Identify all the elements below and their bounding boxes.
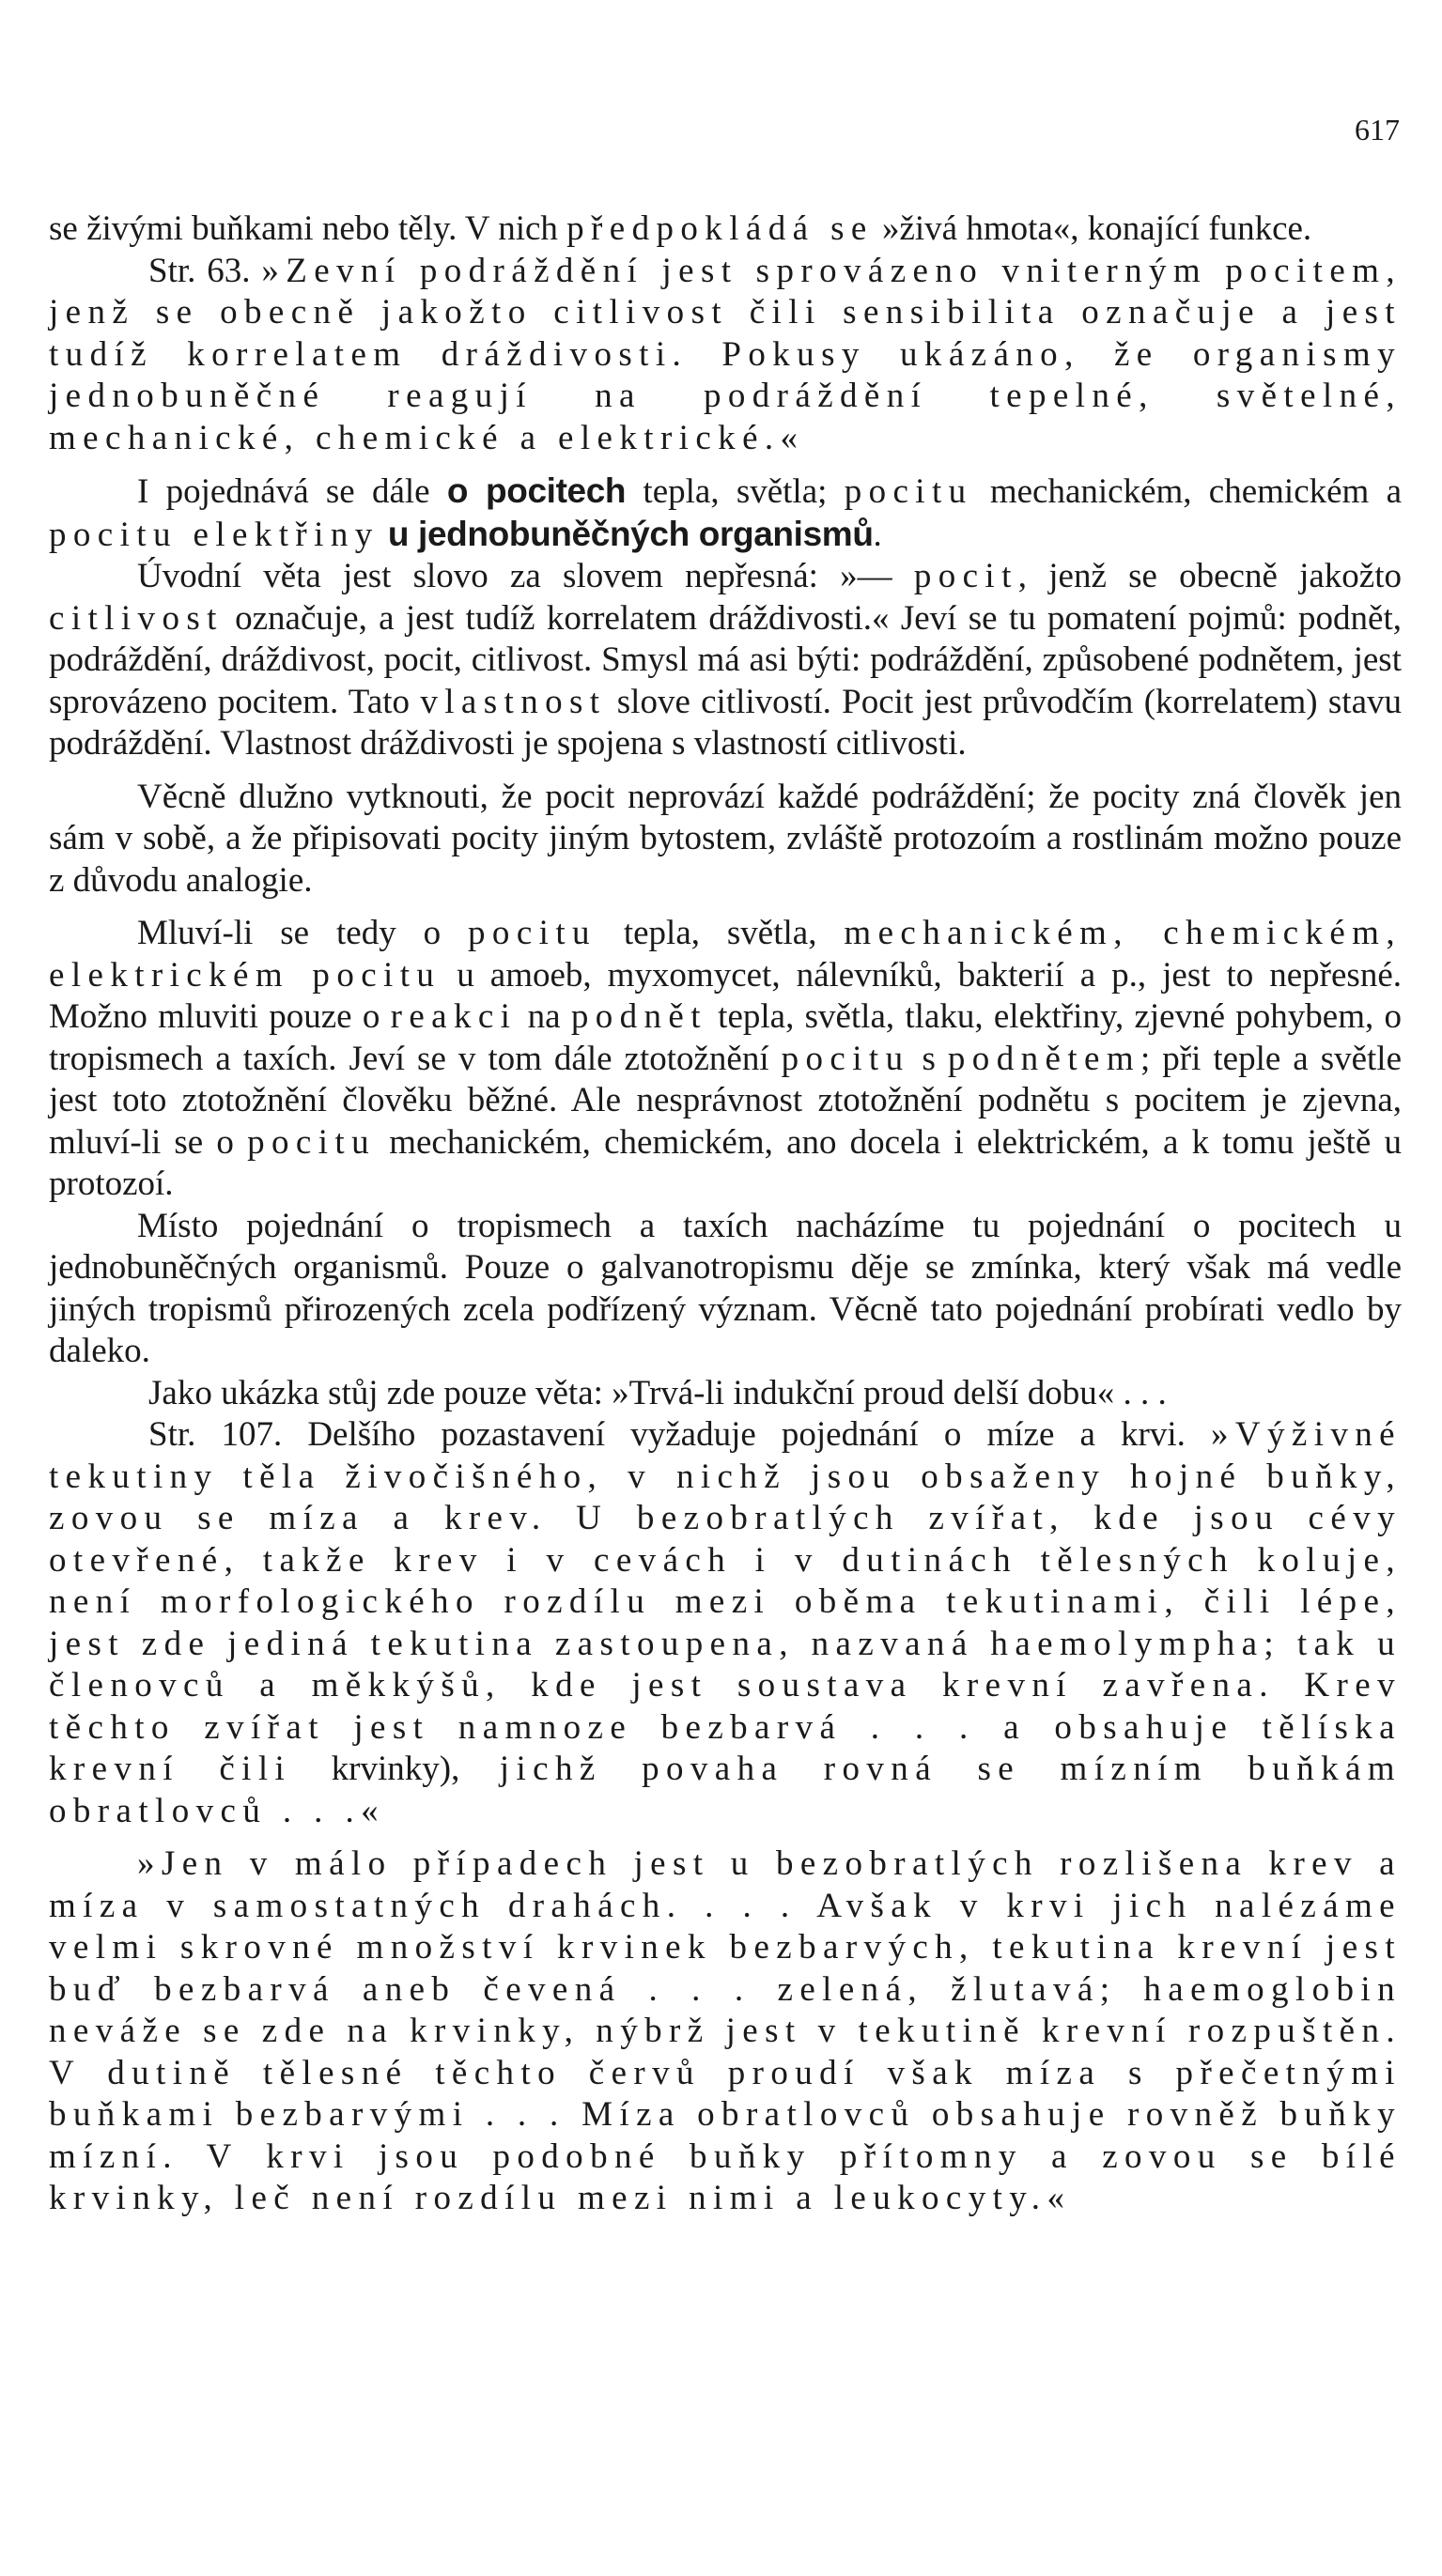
paragraph-9: Str. 107. Delšího pozastavení vyžaduje pojednání o míze a krvi. »Výživné tekutiny těla živočišného, v nichž jsou obsaženy hojné buňky, zovou se míza a krev. U bezobratlých zvířat, kde jsou cévy otevřené, takže krev i v cevách i v dutinách tělesných koluje, není morfologického rozdílu mezi oběma tekutinami, čili lépe, jest zde jediná tekutina zastoupena, nazvaná haemolympha; tak u členovců a měkkýšů, kde jest soustava krevní zavřena. Krev těchto zvířat jest namnoze bezbarvá . . . a obsahuje tělíska krevní čili krvinky), jichž povaha rovná se mízním buňkám obratlovců . . .« [49, 1415, 1402, 1830]
paragraph-2: Str. 63. »Zevní podráždění jest sprovázeno vniterným pocitem, jenž se obecně jakožto citlivost čili sensibilita označuje a jest tudíž korrelatem dráždivosti. Pokusy ukázáno, že organismy jednobuněčné reagují na podráždění tepelné, světelné, mechanické, chemické a elektrické.« [49, 251, 1403, 457]
paragraph-7: Místo pojednání o tropismech a taxích nacházíme tu pojednání o pocitech u jednobuněčných organismů. Pouze o galvanotropismu děje se zmínka, který však má vedle jiných tropismů přirozených zcela podřízený význam. Věcně tato pojednání probírati vedlo by daleko. [49, 1206, 1402, 1370]
page-number: 617 [1355, 113, 1400, 147]
paragraph-4: Úvodní věta jest slovo za slovem nepřesná: »— pocit, jenž se obecně jakožto citlivost označuje, a jest tudíž korrelatem dráždivosti.« Jeví se tu pomatení pojmů: podnět, podráždění, dráždivost, pocit, citlivost. Smysl má asi býti: podráždění, způsobené podnětem, jest sprovázeno pocitem. Tato vlastnost slove citlivostí. Pocit jest průvodčím (korrelatem) stavu podráždění. Vlastnost dráždivosti je spojena s vlastností citlivosti. [49, 557, 1402, 763]
paragraph-8: Jako ukázka stůj zde pouze věta: »Trvá-li indukční proud delší dobu« . . . [148, 1373, 1167, 1412]
paragraph-1: se živými buňkami nebo těly. V nich předpokládá se »živá hmota«, konající funkce. [49, 209, 1312, 248]
paragraph-6: Mluví-li se tedy o pocitu tepla, světla, mechanickém, chemickém, elektrickém pocitu u amoeb, myxomycet, nálevníků, bakterií a p., jest to nepřesné. Možno mluviti pouze o reakci na podnět tepla, světla, tlaku, elektřiny, zjevné pohybem, o tropismech a taxích. Jeví se v tom dále ztotožnění pocitu s podnětem; při teple a světle jest toto ztotožnění člověku běžné. Ale nesprávnost ztotožnění podnětu s pocitem je zjevna, mluví-li se o pocitu mechanickém, chemickém, ano docela i elektrickém, a k tomu ještě u protozoí. [49, 914, 1403, 1203]
body-text [49, 208, 1402, 2220]
paragraph-10: »Jen v málo případech jest u bezobratlých rozlišena krev a míza v samostatných drahách. . . . Avšak v krvi jich nalézáme velmi skrovné množství krvinek bezbarvých, tekutina krevní jest buď bezbarvá aneb čevená . . . zelená, žlutavá; haemoglobin neváže se zde na krvinky, nýbrž jest v tekutině krevní rozpuštěn. V dutině tělesné těchto červů proudí však míza s přečetnými buňkami bezbarvými . . . Míza obratlovců obsahuje rovněž buňky mízní. V krvi jsou podobné buňky přítomny a zovou se bílé krvinky, leč není rozdílu mezi nimi a leukocyty.« [49, 1844, 1402, 2217]
paragraph-3: I pojednává se dále o pocitech tepla, světla; pocitu mechanickém, chemickém a pocitu elektřiny u jednobuněčných organismů. [49, 471, 1402, 554]
paragraph-5: Věcně dlužno vytknouti, že pocit neprovází každé podráždění; že pocity zná člověk jen sám v sobě, a že připisovati pocity jiným bytostem, zvláště protozoím a rostlinám možno pouze z důvodu analogie. [49, 777, 1402, 900]
